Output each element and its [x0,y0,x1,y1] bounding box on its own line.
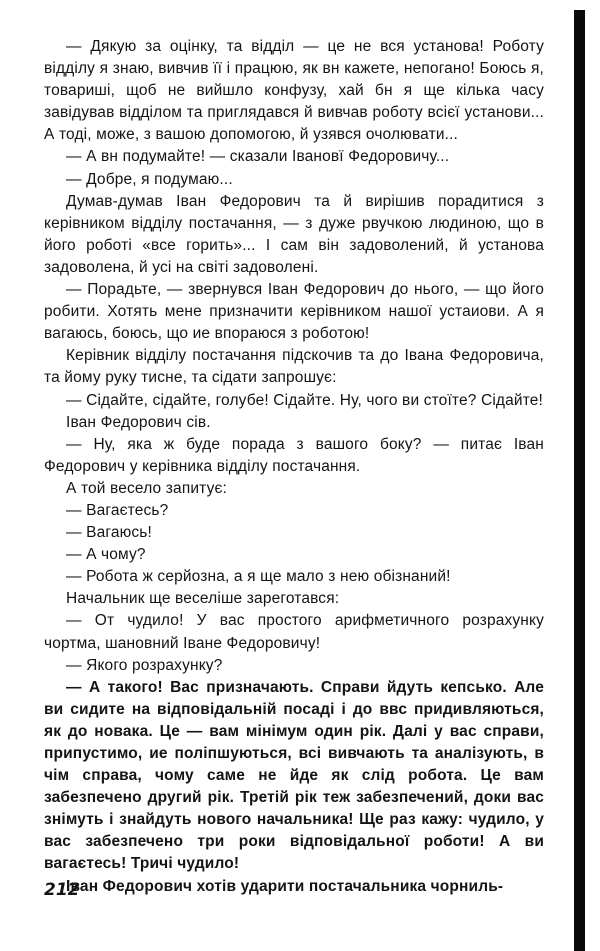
paragraph-7: — Сідайте, сідайте, голубе! Сідайте. Ну, чого ви стоїте? Сідайте! [66,391,543,409]
paragraph-3: — Добре, я подумаю... [66,170,233,188]
paragraph-8: Іван Федорович сів. [66,413,211,431]
paragraph-17: — Якого розрахунку? [66,656,223,674]
paragraph-19: Іван Федорович хотів ударити постачальника чорниль- [66,877,504,895]
paragraph-14: — Робота ж серйозна, а я ще мало з нею обізнаний! [66,568,451,586]
paragraph-15: Начальник ще веселіше зареготався: [66,590,340,608]
paragraph-13: — А чому? [66,546,146,564]
body-text [44,36,544,898]
paragraph-18: — А такого! Вас призначають. Справи йдуть кепсько. Але ви сидите на відповідальній посаді і до ввс придивляються, як до новака. Це — вам мінімум один рік. Далі у вас справи, припустимо, ие поліпшуються, всі вивчають та аналізують, в чім справа, чому саме не йде як слід робота. Це вам забезпечено другий рік. Третій рік теж забезпечений, доки вас знімуть і знайдуть нового начальника! Ще раз кажу: чудило, у вас забезпечено три роки відповідальної роботи! А ви вагаєтесь! Тричі чудило! [44,678,544,873]
paragraph-10: А той весело запитує: [66,479,228,497]
page-number: 212 [44,880,80,900]
paragraph-4: Думав-думав Іван Федорович та й вирішив порадитися з керівником відділу постачання, — з дуже рвучкою людиною, що в його роботі «все горить»... І сам він задоволений, й установа задоволена, й усі на світі задоволені. [44,192,544,276]
paragraph-11: — Вагаєтесь? [66,501,169,519]
paragraph-2: — А вн подумайте! — сказали Івановї Федоровичу... [66,148,450,166]
paragraph-16: — От чудило! У вас простого арифметичного розрахунку чортма, шановний Іване Федоровичу! [44,612,544,652]
paragraph-12: — Вагаюсь! [66,524,152,542]
paragraph-5: — Порадьте, — звернувся Іван Федорович до нього, — що його робити. Хотять мене призначити керівником нашої устаиови. А я вагаюсь, боюсь, що ие впораюся з роботою! [44,281,544,343]
paragraph-6: Керівник відділу постачання підскочив та до Івана Федоровича, та йому руку тисне, та сідати запрошує: [44,347,544,387]
paragraph-9: — Ну, яка ж буде порада з вашого боку? — питає Іван Федорович у керівника відділу постачання. [44,435,544,475]
paragraph-1: — Дякую за оцінку, та відділ — це не вся установа! Роботу відділу я знаю, вивчив її і працюю, як вн кажете, непогано! Боюсь я, товариші, щоб не вийшло конфузу, хай бн я ще кілька часу завідував відділом та приглядався й вивчав роботу всієї установи... А тоді, може, з вашою допомогою, й узявся очолювати... [44,38,544,144]
page-edge-shadow [574,10,585,951]
